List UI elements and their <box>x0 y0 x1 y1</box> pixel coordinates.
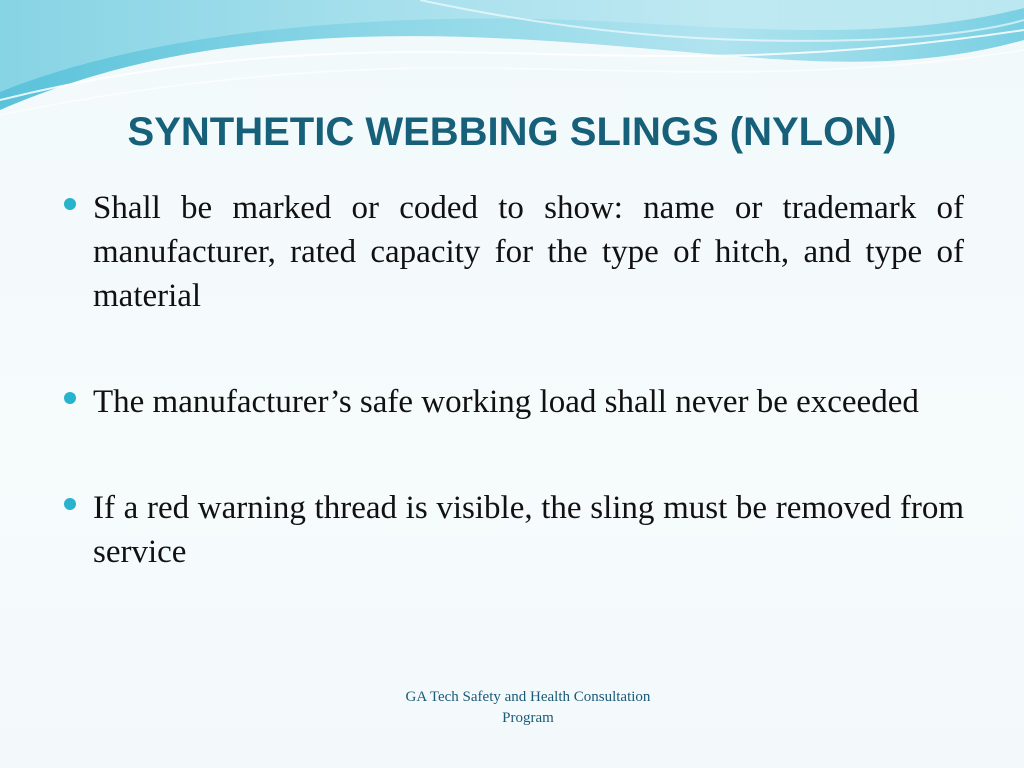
bullet-text: If a red warning thread is visible, the sling must be removed from service <box>93 490 964 570</box>
bullet-dot-icon <box>64 392 76 404</box>
bullet-dot-icon <box>64 498 76 510</box>
bullet-list <box>62 186 964 574</box>
bullet-item <box>62 486 964 574</box>
slide-title: SYNTHETIC WEBBING SLINGS (NYLON) <box>127 110 897 154</box>
footer-line-2: Program <box>502 710 554 726</box>
bullet-dot-icon <box>64 198 76 210</box>
bullet-item <box>62 380 964 424</box>
slide-footer <box>378 687 678 729</box>
footer-line-1: GA Tech Safety and Health Consultation <box>405 689 651 705</box>
bullet-item <box>62 186 964 318</box>
bullet-text: The manufacturer’s safe working load shall never be exceeded <box>93 384 919 420</box>
bullet-text: Shall be marked or coded to show: name or trademark of manufacturer, rated capacity for the type of hitch, and type of material <box>93 190 964 314</box>
